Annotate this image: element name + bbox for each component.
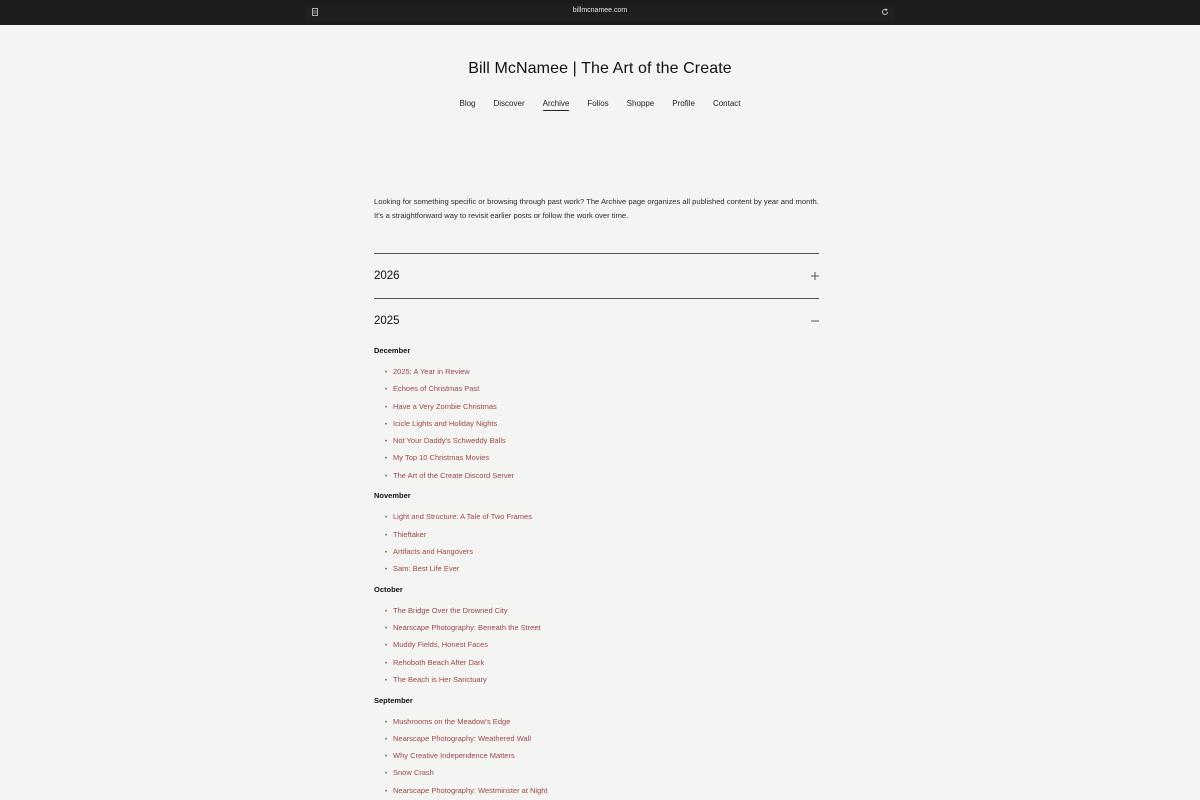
bullet: • bbox=[385, 387, 388, 394]
list-item bbox=[385, 436, 506, 445]
post-link[interactable]: Artifacts and Hangovers bbox=[393, 546, 474, 556]
bullet: • bbox=[385, 788, 388, 795]
minus-icon[interactable] bbox=[811, 317, 819, 325]
post-link[interactable]: My Top 10 Christmas Movies bbox=[393, 453, 490, 463]
list-item bbox=[385, 512, 532, 521]
bullet: • bbox=[385, 532, 388, 539]
post-link[interactable]: 2025: A Year in Review bbox=[393, 367, 470, 376]
month-heading-october: October bbox=[374, 584, 403, 594]
list-item bbox=[385, 547, 473, 556]
month-heading-december: December bbox=[374, 346, 411, 355]
post-link[interactable]: Snow Crash bbox=[393, 768, 434, 778]
bullet: • bbox=[385, 660, 388, 667]
list-item bbox=[385, 384, 479, 393]
nav-folios[interactable]: Folios bbox=[587, 99, 609, 108]
post-link[interactable]: Why Creative Independence Matters bbox=[393, 751, 515, 760]
list-item bbox=[385, 717, 510, 726]
list-item bbox=[385, 530, 426, 539]
list-item bbox=[385, 734, 531, 743]
post-link[interactable]: Not Your Daddy's Schweddy Balls bbox=[393, 436, 506, 445]
list-item bbox=[385, 768, 434, 777]
bullet: • bbox=[385, 771, 388, 778]
nav-contact[interactable]: Contact bbox=[712, 99, 741, 108]
month-heading-september: September bbox=[374, 695, 413, 705]
list-item bbox=[385, 606, 508, 615]
address-bar[interactable] bbox=[305, 4, 895, 21]
nav-archive[interactable]: Archive bbox=[543, 99, 570, 111]
post-link[interactable]: The Beach is Her Sanctuary bbox=[393, 674, 487, 684]
url-text: billmcnamee.com bbox=[572, 7, 628, 14]
list-item bbox=[385, 751, 515, 760]
bullet: • bbox=[385, 404, 388, 411]
post-link[interactable]: Nearscape Photography: Beneath the Street bbox=[393, 623, 541, 632]
post-link[interactable]: Icicle Lights and Holiday Nights bbox=[393, 418, 498, 428]
post-link[interactable]: The Bridge Over the Drowned City bbox=[393, 605, 508, 615]
list-item bbox=[385, 786, 548, 795]
bullet: • bbox=[385, 549, 388, 556]
nav-profile[interactable]: Profile bbox=[672, 99, 695, 108]
post-link[interactable]: The Art of the Create Discord Server bbox=[393, 470, 515, 480]
intro-text: Looking for something specific or browsing through past work? The Archive page organizes all published content by year and month. It's a straightforward way to revisit earlier posts or follow the work over time. bbox=[374, 197, 819, 220]
list-item bbox=[385, 640, 488, 649]
plus-icon[interactable] bbox=[811, 272, 819, 280]
site-title[interactable]: Bill McNamee | The Art of the Create bbox=[468, 60, 732, 77]
list-item bbox=[385, 675, 487, 684]
nav-discover[interactable]: Discover bbox=[493, 99, 525, 108]
list-item bbox=[385, 402, 497, 411]
bullet: • bbox=[385, 370, 388, 376]
nav-shoppe[interactable]: Shoppe bbox=[626, 99, 655, 108]
post-link[interactable]: Nearscape Photography: Westminster at Night bbox=[393, 785, 548, 795]
post-link[interactable]: Sam: Best Life Ever bbox=[393, 564, 460, 573]
post-link[interactable]: Light and Structure: A Tale of Two Frames bbox=[393, 512, 532, 522]
list-item bbox=[385, 564, 459, 573]
bullet: • bbox=[385, 719, 388, 726]
divider bbox=[374, 253, 819, 254]
list-item bbox=[385, 453, 489, 462]
post-link[interactable]: Thieftaker bbox=[393, 529, 427, 539]
bullet: • bbox=[385, 515, 388, 522]
post-link[interactable]: Muddy Fields, Honest Faces bbox=[393, 640, 489, 650]
divider bbox=[374, 298, 819, 299]
archive-content bbox=[374, 195, 819, 222]
post-link[interactable]: Have a Very Zombie Christmas bbox=[393, 401, 497, 411]
bullet: • bbox=[385, 421, 388, 428]
list-item bbox=[385, 658, 484, 667]
list-item bbox=[385, 419, 497, 428]
post-link[interactable]: Mushrooms on the Meadow's Edge bbox=[393, 716, 511, 726]
bullet: • bbox=[385, 567, 388, 573]
month-heading-november: November bbox=[374, 491, 411, 501]
reload-icon[interactable] bbox=[881, 8, 889, 16]
bullet: • bbox=[385, 456, 388, 463]
browser-toolbar bbox=[0, 0, 1200, 25]
bullet: • bbox=[385, 754, 388, 760]
year-heading-2025[interactable]: 2025 bbox=[374, 315, 400, 327]
year-heading-2026[interactable]: 2026 bbox=[374, 270, 400, 282]
list-item bbox=[385, 367, 470, 376]
bullet: • bbox=[385, 439, 388, 445]
post-link[interactable]: Rehoboth Beach After Dark bbox=[393, 657, 485, 667]
list-item bbox=[385, 623, 541, 632]
bullet: • bbox=[385, 677, 388, 684]
post-link[interactable]: Echoes of Christmas Past bbox=[393, 384, 480, 394]
bullet: • bbox=[385, 643, 388, 650]
nav-blog[interactable]: Blog bbox=[459, 99, 476, 108]
main-nav bbox=[0, 99, 1200, 111]
bullet: • bbox=[385, 473, 388, 480]
bullet: • bbox=[385, 608, 388, 615]
bullet: • bbox=[385, 626, 388, 632]
list-item bbox=[385, 471, 514, 480]
bullet: • bbox=[385, 736, 388, 743]
post-link[interactable]: Nearscape Photography: Weathered Wall bbox=[393, 733, 531, 743]
